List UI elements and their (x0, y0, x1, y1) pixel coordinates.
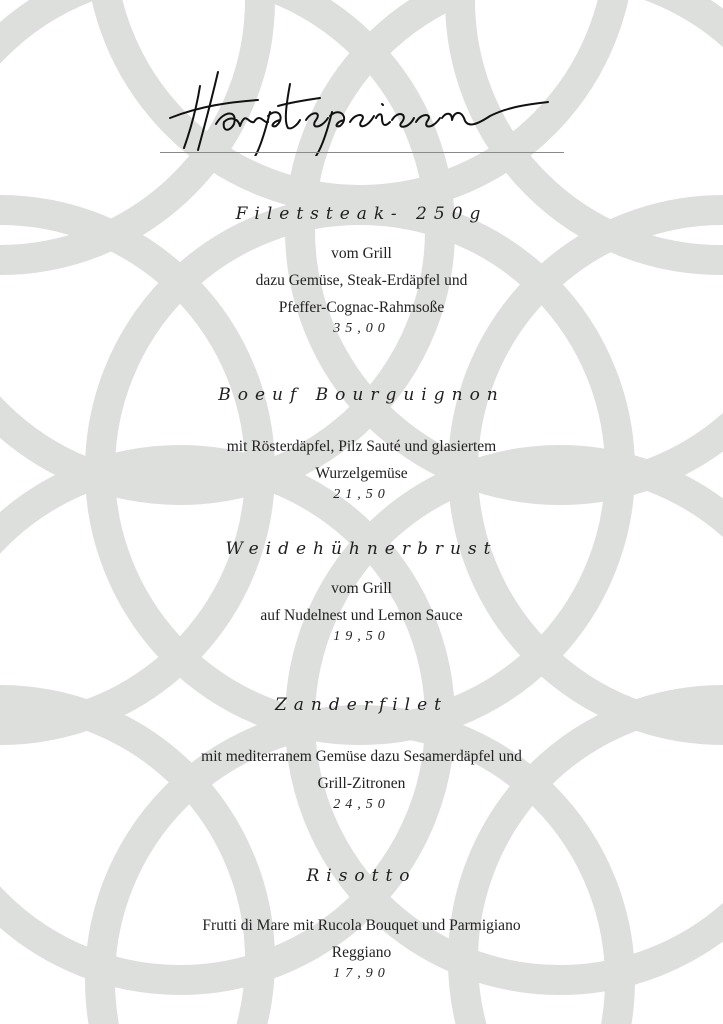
dish-description-line: vom Grill (331, 245, 392, 262)
dish-description-line: dazu Gemüse, Steak-Erdäpfel und (255, 272, 468, 289)
menu-title-script (160, 66, 565, 156)
dish-weidehuehnerbrust (0, 537, 723, 645)
menu-title (160, 66, 565, 156)
dish-description-line: Wurzelgemüse (315, 465, 408, 482)
dish-price: 19,50 (333, 629, 390, 644)
dish-name: Boeuf Bourguignon (218, 385, 505, 405)
dish-name: Zanderfilet (274, 695, 449, 715)
dish-price: 35,00 (333, 321, 390, 336)
dish-filetsteak (0, 202, 723, 337)
dish-price: 17,90 (333, 966, 390, 981)
dish-boeuf-bourguignon (0, 383, 723, 503)
dish-zanderfilet (0, 693, 723, 813)
dish-price: 21,50 (333, 487, 390, 502)
dish-description-line: Grill-Zitronen (317, 775, 406, 792)
dish-price: 24,50 (333, 797, 390, 812)
dish-name: Filetsteak- 250g (235, 204, 488, 224)
dish-description-line: Reggiano (331, 944, 392, 961)
dish-description-line: mit Rösterdäpfel, Pilz Sauté und glasiertem (226, 438, 497, 455)
dish-description-line: auf Nudelnest und Lemon Sauce (260, 607, 463, 624)
dish-risotto (0, 864, 723, 982)
title-divider (160, 152, 564, 153)
dish-name: Risotto (306, 866, 417, 886)
dish-description-line: vom Grill (331, 580, 392, 597)
dish-name: Weidehühnerbrust (225, 539, 498, 559)
dish-description-line: Pfeffer-Cognac-Rahmsoße (278, 299, 445, 316)
dish-description-line: mit mediterranem Gemüse dazu Sesamerdäpfel und (201, 748, 522, 765)
dish-description-line: Frutti di Mare mit Rucola Bouquet und Parmigiano (202, 917, 521, 934)
